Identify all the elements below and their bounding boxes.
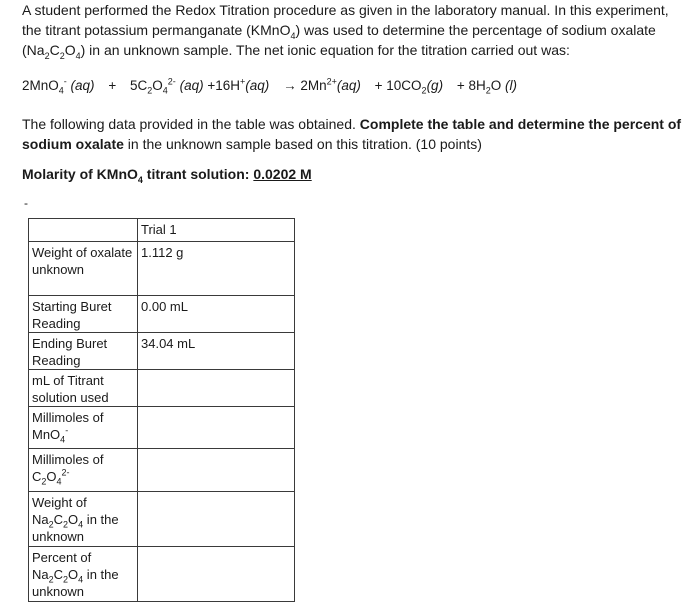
table-row (29, 296, 295, 333)
molarity-value: 0.0202 M (253, 166, 312, 182)
eq-product-co2-state: (g) (426, 78, 444, 93)
row-label-millimoles-mno4: Millimoles of MnO$_4$- (29, 407, 138, 449)
row-label-ending-buret: Ending Buret Reading (29, 333, 138, 370)
row-label-weight-na2c2o4: Weight of $Na_2C_2O_4$ in the unknown (29, 492, 138, 547)
table-row (29, 370, 295, 407)
intro-line-3-rest: ) in an unknown sample. The net ionic equation for the titration carried out was: (80, 42, 570, 58)
row-label-millimoles-c2o4: Millimoles of $C_2O_4^{2-}$ (29, 449, 138, 492)
row-value-starting-buret[interactable]: 0.00 mL (138, 296, 295, 333)
instructions-tail: in the unknown sample based on this titration. (10 points) (123, 136, 482, 152)
row-label-starting-buret: Starting Buret Reading (29, 296, 138, 333)
eq-reactant-hydrogen-state: (aq) (245, 78, 270, 93)
table-row (29, 407, 295, 449)
eq-product-co2: + 10CO (374, 78, 422, 93)
row-label-weight-unknown: Weight of oxalate unknown (29, 242, 138, 296)
eq-reactant-oxalate: 5C (129, 78, 148, 93)
molarity-line: Molarity of KMnO$_4$ titrant solution: 0.0202 M (22, 166, 312, 185)
row-value-millimoles-mno4[interactable] (138, 407, 295, 449)
intro-line-1: A student performed the Redox Titration procedure as given in the laboratory manual. In this experiment, (22, 2, 669, 18)
row-value-percent-na2c2o4[interactable] (138, 547, 295, 602)
row-label-millimoles-c2o4-text: Millimoles of C (32, 452, 104, 484)
table-header-trial: Trial 1 (138, 219, 295, 242)
table-row (29, 333, 295, 370)
table-corner-cell (29, 219, 138, 242)
net-ionic-equation: 2MnO$_4$- $(aq) + 5C_2O_4^{2-}$ $(aq) +16H^+(aq) \to 2Mn^{2+}(aq) + 10CO_2(g) + 8H_2O$ (l) (22, 76, 518, 96)
row-label-ml-titrant: mL of Titrant solution used (29, 370, 138, 407)
table-row (29, 547, 295, 602)
row-value-ml-titrant[interactable] (138, 370, 295, 407)
eq-reactant-permanganate-state: (aq) (70, 78, 95, 93)
row-label-weight-na2c2o4-text: Weight of Na (32, 495, 87, 527)
eq-reactant-oxalate-state: (aq) (179, 78, 204, 93)
intro-line-2: the titrant potassium permanganate (KMnO (22, 22, 291, 38)
table-row (29, 492, 295, 547)
row-label-percent-na2c2o4-end: in the unknown (32, 567, 119, 599)
molarity-label: Molarity of KMnO (22, 166, 138, 182)
row-label-percent-na2c2o4: Percent of $Na_2C_2O_4$ in the unknown (29, 547, 138, 602)
molarity-label-end: titrant solution: (142, 166, 254, 182)
table-header-row (29, 219, 295, 242)
row-label-weight-na2c2o4-end: in the unknown (32, 512, 119, 544)
intro-line-2-end: ) was used to determine the percentage of sodium oxalate (295, 22, 656, 38)
eq-reactant-hydrogen: +16H (207, 78, 241, 93)
row-label-percent-na2c2o4-text: Percent of Na (32, 550, 92, 582)
row-value-millimoles-c2o4[interactable] (138, 449, 295, 492)
instructions-bold: Complete the table and determine the percent of sodium oxalate (22, 116, 682, 152)
row-value-weight-na2c2o4[interactable] (138, 492, 295, 547)
instructions-plain: The following data provided in the table was obtained. (22, 116, 360, 132)
eq-product-manganese-state: (aq) (336, 78, 361, 93)
eq-arrow-icon: → (283, 78, 297, 93)
eq-product-water-state: (l) (505, 78, 518, 93)
table-row (29, 242, 295, 296)
stray-dash: - (24, 196, 28, 210)
instructions-paragraph (22, 114, 687, 154)
intro-line-3-open: (Na (22, 42, 45, 58)
eq-reactant-permanganate: 2MnO (22, 78, 59, 93)
row-value-weight-unknown[interactable]: 1.112 g (138, 242, 295, 296)
eq-product-manganese: 2Mn (300, 78, 327, 93)
row-label-millimoles-mno4-text: Millimoles of MnO (32, 410, 104, 442)
titration-table (28, 218, 295, 602)
intro-paragraph: A student performed the Redox Titration procedure as given in the laboratory manual. In this experiment, the titrant potassium permanganate (KMnO$_4$) was used to determine the percentage of sodium oxalate $(Na_2C_2O_4)$ in an unknown sample. The net ionic equation for the titration carried out was: (22, 2, 669, 61)
eq-product-water: + 8H (456, 78, 486, 93)
table-row (29, 449, 295, 492)
row-value-ending-buret[interactable]: 34.04 mL (138, 333, 295, 370)
